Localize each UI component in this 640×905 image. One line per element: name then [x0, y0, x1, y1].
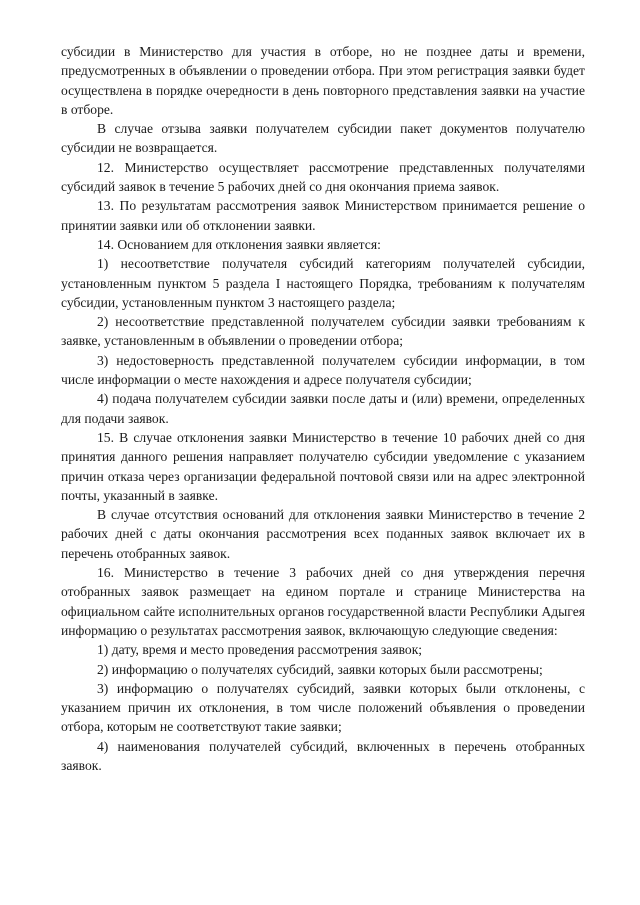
paragraph-14: 2) информацию о получателях субсидий, заявки которых были рассмотрены; — [97, 661, 543, 677]
paragraph-1: субсидии в Министерство для участия в отборе, но не позднее даты и времени, предусмотренных в объявлении о проведении отбора. При этом регистрация заявки будет осуществлена в порядке очередности в день повторного представления заявки на участие в отборе. — [61, 44, 585, 117]
paragraph-12: 16. Министерство в течение 3 рабочих дней со дня утверждения перечня отобранных заявок размещает на едином портале и странице Министерства на официальном сайте исполнительных органов государственной власти Республики Адыгея информацию о результатах рассмотрения заявок, включающую следующие сведения: — [61, 565, 585, 638]
paragraph-13: 1) дату, время и место проведения рассмотрения заявок; — [97, 642, 423, 658]
paragraph-9: 4) подача получателем субсидии заявки после даты и (или) времени, определенных для подачи заявок. — [61, 391, 585, 426]
paragraph-4: 13. По результатам рассмотрения заявок Министерством принимается решение о принятии заявки или об отклонении заявки. — [61, 198, 585, 233]
paragraph-10: 15. В случае отклонения заявки Министерство в течение 10 рабочих дней со дня принятия данного решения направляет получателю субсидии уведомление с указанием причин отказа через организации федеральной почтовой связи или на адрес электронной почты, указанный в заявке. — [61, 429, 585, 503]
paragraph-7: 2) несоответствие представленной получателем субсидии заявки требованиям к заявке, установленным в объявлении о проведении отбора; — [61, 314, 585, 349]
paragraph-16: 4) наименования получателей субсидий, включенных в перечень отобранных заявок. — [61, 738, 585, 773]
paragraph-2: В случае отзыва заявки получателем субсидии пакет документов получателю субсидии не возвращается. — [61, 121, 585, 156]
paragraph-5: 14. Основанием для отклонения заявки является: — [97, 236, 381, 252]
document-page — [61, 42, 585, 775]
paragraph-6: 1) несоответствие получателя субсидий категориям получателей субсидии, установленным пунктом 5 раздела I настоящего Порядка, требованиям к получателям субсидии, установленным пунктом 3 настоящего раздела; — [61, 256, 585, 310]
paragraph-3: 12. Министерство осуществляет рассмотрение представленных получателями субсидий заявок в течение 5 рабочих дней со дня окончания приема заявок. — [61, 159, 585, 195]
paragraph-11: В случае отсутствия оснований для отклонения заявки Министерство в течение 2 рабочих дней с даты окончания рассмотрения всех поданных заявок включает их в перечень отобранных заявок. — [61, 507, 585, 561]
paragraph-8: 3) недостоверность представленной получателем субсидии информации, в том числе информации о месте нахождения и адресе получателя субсидии; — [61, 352, 585, 388]
paragraph-15: 3) информацию о получателях субсидий, заявки которых были отклонены, с указанием причин их отклонения, в том числе положений объявления о проведении отбора, которым не соответствуют такие заявки; — [61, 680, 585, 735]
